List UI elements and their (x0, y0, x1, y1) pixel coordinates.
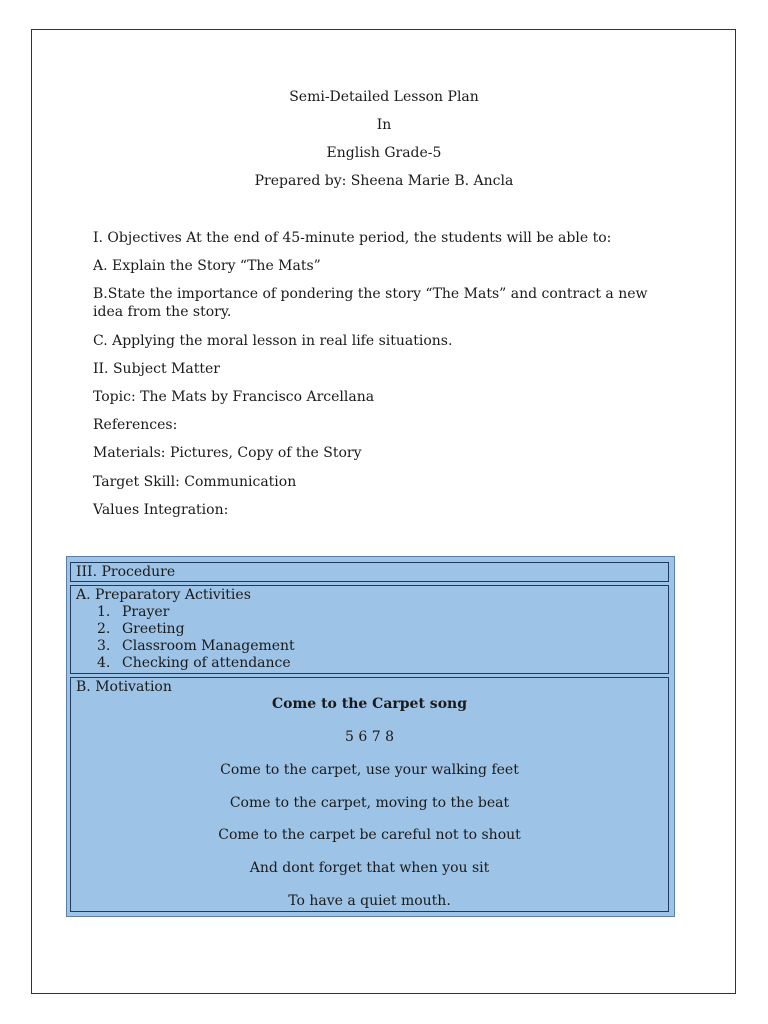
materials-line: Materials: Pictures, Copy of the Story (93, 445, 362, 461)
target-skill-line: Target Skill: Communication (93, 474, 297, 490)
song-line: And dont forget that when you sit (249, 860, 490, 876)
values-integration-line: Values Integration: (93, 502, 229, 518)
title-in: In (376, 117, 392, 133)
list-item-label: Greeting (122, 621, 185, 637)
song-line: Come to the carpet, use your walking feet (220, 762, 519, 778)
objectives-heading: I. Objectives At the end of 45-minute period, the students will be able to: (93, 230, 612, 246)
list-item-number: 2. (97, 621, 111, 637)
topic-line: Topic: The Mats by Francisco Arcellana (93, 389, 375, 405)
list-item (97, 655, 291, 672)
list-item-label: Classroom Management (122, 638, 295, 654)
list-item-number: 3. (97, 638, 111, 654)
list-item-number: 1. (97, 604, 111, 620)
motivation-heading: B. Motivation (76, 679, 172, 695)
procedure-heading: III. Procedure (76, 564, 176, 580)
document-title: Semi-Detailed Lesson Plan (289, 89, 479, 105)
subject-matter-heading: II. Subject Matter (93, 361, 220, 377)
song-count: 5 6 7 8 (345, 729, 394, 745)
references-line: References: (93, 417, 178, 433)
objective-c: C. Applying the moral lesson in real life situations. (93, 333, 453, 349)
objective-b: B.State the importance of pondering the story “The Mats” and contract a new idea from the story. (93, 286, 648, 320)
list-item-label: Prayer (122, 604, 170, 620)
subject-grade: English Grade-5 (326, 145, 442, 161)
song-line: Come to the carpet be careful not to shout (218, 827, 521, 843)
preparatory-heading: A. Preparatory Activities (76, 587, 251, 603)
list-item (97, 638, 295, 655)
list-item (97, 621, 185, 638)
objective-a: A. Explain the Story “The Mats” (93, 258, 321, 274)
song-line: Come to the carpet, moving to the beat (229, 795, 510, 811)
list-item (97, 604, 169, 621)
song-line: To have a quiet mouth. (288, 893, 451, 909)
list-item-label: Checking of attendance (122, 655, 291, 671)
list-item-number: 4. (97, 655, 111, 671)
song-title: Come to the Carpet song (272, 696, 467, 712)
prepared-by: Prepared by: Sheena Marie B. Ancla (254, 173, 514, 189)
